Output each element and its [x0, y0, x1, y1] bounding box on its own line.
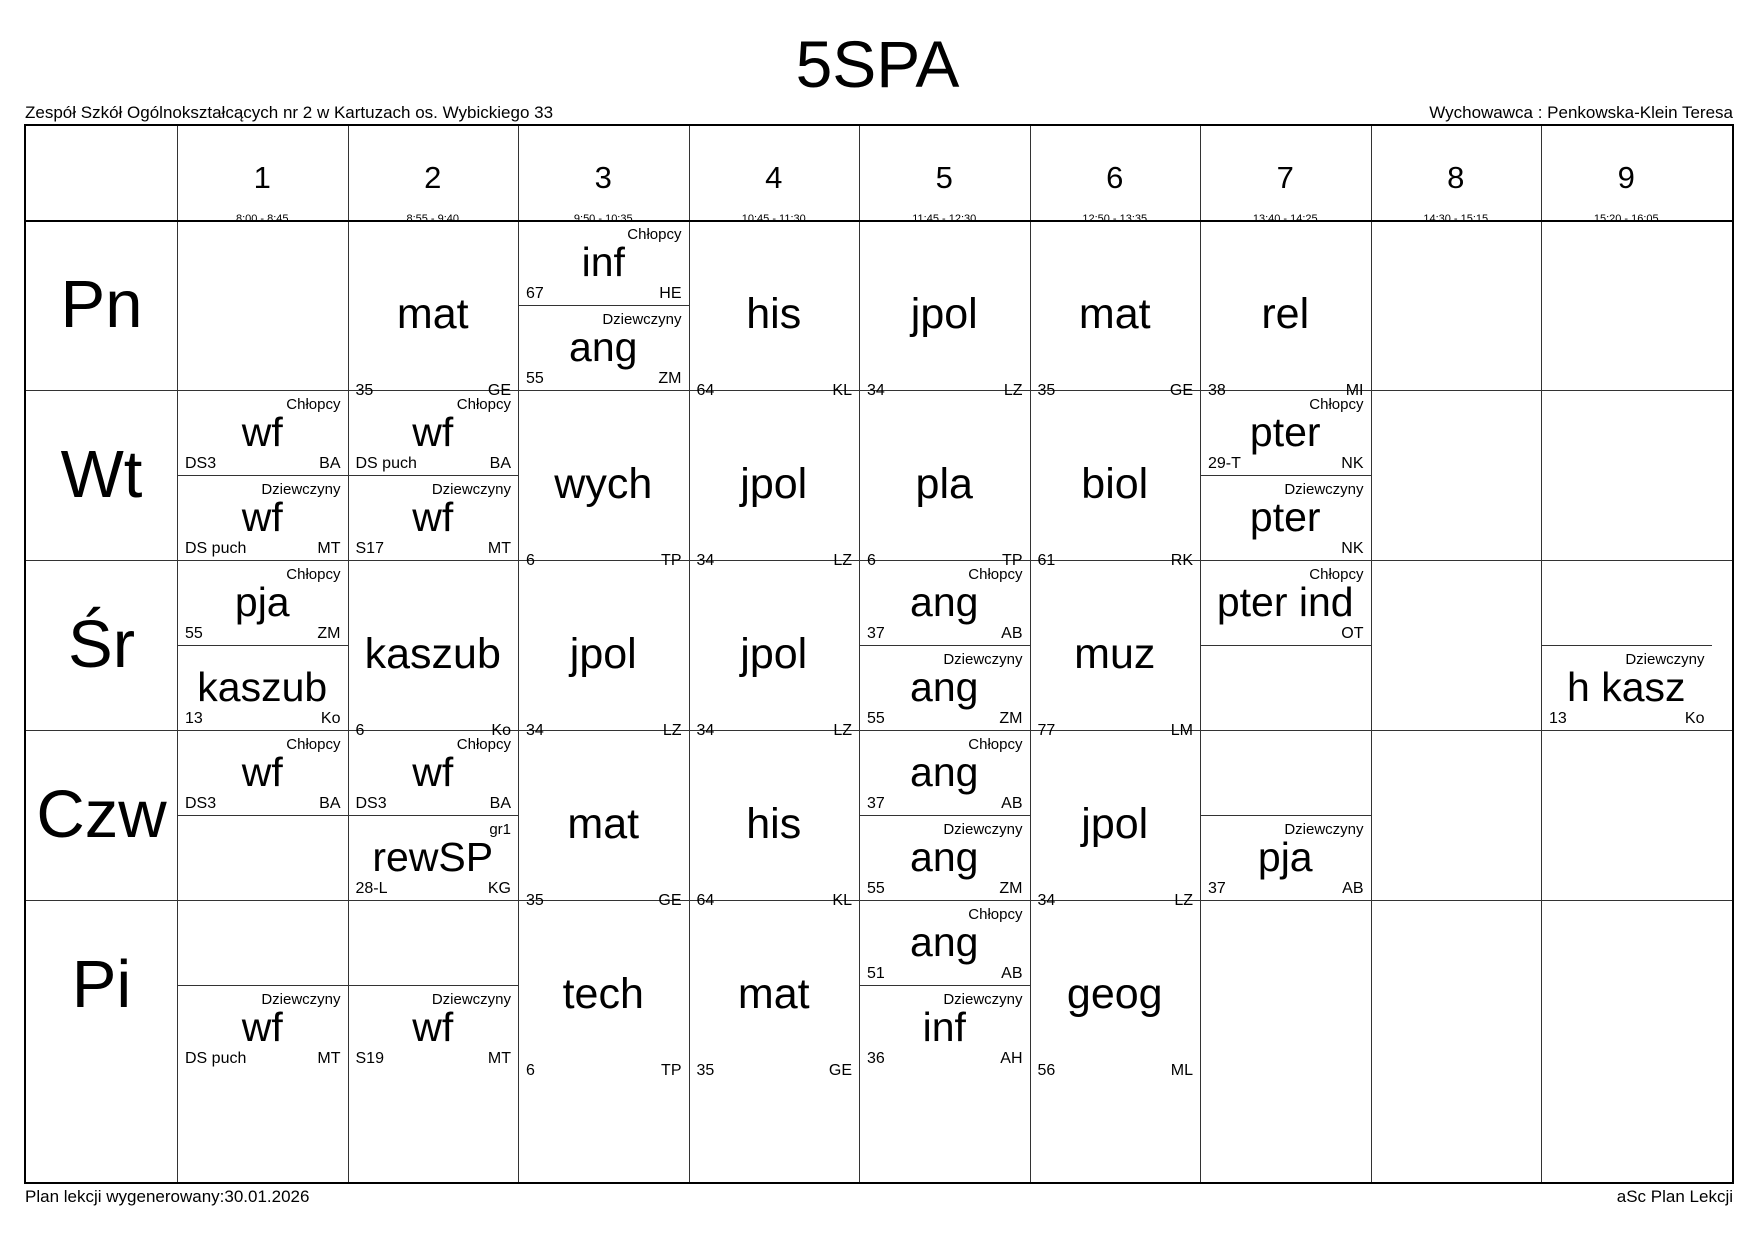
lesson-group: Chłopcy [286, 736, 341, 753]
lesson-subject: mat [737, 970, 810, 1018]
lesson-subject: geog [1066, 970, 1163, 1018]
lesson-teacher: KL [832, 892, 852, 909]
lesson-cell[interactable] [859, 220, 1030, 399]
lesson-teacher: ZM [999, 710, 1023, 727]
lesson-cell[interactable] [348, 815, 519, 900]
lesson-subject: ang [910, 749, 979, 795]
lesson-subject: jpol [910, 290, 978, 338]
lesson-subject: kaszub [197, 664, 328, 710]
lesson-cell[interactable] [348, 220, 519, 399]
lesson-subject: wf [241, 749, 283, 795]
lesson-subject: tech [562, 970, 644, 1018]
lesson-subject: wf [241, 1004, 283, 1050]
class-title: 5SPA [795, 27, 960, 101]
lesson-room: S19 [355, 1050, 384, 1067]
period-time: 8:55 - 9:40 [406, 213, 460, 225]
timetable-grid [24, 124, 1734, 1184]
lesson-cell[interactable] [859, 390, 1030, 569]
lesson-cell[interactable] [518, 220, 689, 305]
lesson-room: DS puch [355, 455, 417, 472]
period-number: 2 [424, 160, 442, 195]
lesson-subject: pja [234, 579, 290, 625]
period-header-9 [1541, 126, 1712, 225]
lesson-cell[interactable] [1200, 560, 1371, 645]
lesson-subject: wf [241, 494, 283, 540]
lesson-cell[interactable] [1541, 645, 1712, 730]
lesson-cell[interactable] [1200, 220, 1371, 399]
lesson-subject: pter [1249, 494, 1321, 540]
lesson-teacher: GE [1169, 382, 1193, 399]
lesson-teacher: MT [317, 540, 341, 557]
period-header-1 [177, 126, 348, 225]
lesson-cell[interactable] [1200, 815, 1371, 900]
lesson-cell[interactable] [177, 730, 348, 815]
lesson-cell[interactable] [689, 560, 860, 739]
lesson-subject: h kasz [1567, 664, 1686, 710]
lesson-room: DS puch [185, 1050, 247, 1067]
lesson-cell[interactable] [1030, 390, 1201, 569]
lesson-teacher: RK [1170, 552, 1193, 569]
lesson-group: Chłopcy [456, 396, 511, 413]
period-header-6 [1030, 126, 1201, 225]
lesson-teacher: AB [1342, 880, 1364, 897]
lesson-cell[interactable] [518, 730, 689, 909]
lesson-subject: wf [241, 409, 283, 455]
lesson-room: 28-L [355, 880, 388, 897]
lesson-teacher: TP [661, 1062, 682, 1079]
lesson-room: 36 [867, 1050, 885, 1067]
lesson-room: 67 [526, 285, 544, 302]
lesson-cell[interactable] [689, 390, 860, 569]
lesson-cell[interactable] [1030, 220, 1201, 399]
lesson-room: DS3 [185, 795, 217, 812]
lesson-group: Dziewczyny [261, 991, 341, 1008]
lesson-room: 34 [526, 722, 544, 739]
lesson-cell[interactable] [518, 305, 689, 390]
lesson-group: Chłopcy [286, 396, 341, 413]
lesson-teacher: BA [319, 455, 341, 472]
period-number: 3 [594, 160, 612, 195]
lesson-subject: jpol [740, 630, 808, 678]
lesson-teacher: LZ [662, 722, 682, 739]
lesson-subject: pja [1257, 834, 1313, 880]
lesson-cell[interactable] [689, 730, 860, 909]
lesson-room: 56 [1037, 1062, 1056, 1079]
lesson-teacher: ZM [999, 880, 1023, 897]
lesson-cell[interactable] [1030, 560, 1201, 739]
lesson-cell[interactable] [348, 560, 519, 739]
lesson-cell[interactable] [859, 645, 1030, 730]
lesson-room: 35 [355, 382, 374, 399]
lesson-teacher: LM [1170, 722, 1193, 739]
lesson-teacher: AB [1001, 795, 1023, 812]
homeroom-teacher: Wychowawca : Penkowska-Klein Teresa [1429, 103, 1733, 122]
school-name: Zespół Szkół Ogólnokształcących nr 2 w Kartuzach os. Wybickiego 33 [25, 103, 554, 122]
lesson-subject: pter ind [1216, 579, 1354, 625]
lesson-subject: ang [910, 664, 979, 710]
lesson-teacher: MT [317, 1050, 341, 1067]
lesson-cell[interactable] [1030, 900, 1201, 1079]
lesson-group: Dziewczyny [1284, 481, 1364, 498]
lesson-room: DS puch [185, 540, 247, 557]
day-label: Czw [36, 777, 167, 852]
lesson-subject: wf [412, 494, 454, 540]
period-number: 9 [1617, 160, 1635, 195]
lesson-room: 6 [355, 722, 365, 739]
lesson-group: Dziewczyny [431, 481, 511, 498]
lesson-teacher: BA [489, 455, 511, 472]
lesson-cell[interactable] [177, 560, 348, 645]
lesson-group: Dziewczyny [261, 481, 341, 498]
lesson-cell[interactable] [348, 390, 519, 475]
lesson-subject: mat [1078, 290, 1151, 338]
lesson-cell[interactable] [177, 475, 348, 560]
lesson-subject: mat [396, 290, 469, 338]
lesson-group: Chłopcy [1309, 396, 1364, 413]
lesson-teacher: LZ [1003, 382, 1023, 399]
lesson-subject: pla [915, 460, 973, 508]
lesson-cell[interactable] [518, 900, 689, 1079]
lesson-teacher: ML [1170, 1062, 1193, 1079]
lesson-subject: biol [1081, 460, 1149, 508]
day-label: Pi [71, 947, 132, 1022]
lesson-subject: wych [554, 460, 653, 508]
lesson-room: 35 [1037, 382, 1056, 399]
lesson-room: 55 [185, 625, 203, 642]
lesson-teacher: KG [487, 880, 511, 897]
lesson-group: Chłopcy [968, 736, 1023, 753]
generated-date: Plan lekcji wygenerowany:30.01.2026 [25, 1187, 310, 1206]
period-number: 4 [765, 160, 783, 195]
lesson-teacher: LZ [1174, 892, 1193, 909]
lesson-cell[interactable] [177, 645, 348, 730]
lesson-cell[interactable] [859, 985, 1030, 1070]
lesson-teacher: LZ [833, 722, 852, 739]
lesson-group: Dziewczyny [943, 991, 1023, 1008]
lesson-room: 29-T [1208, 455, 1241, 472]
lesson-teacher: NK [1341, 455, 1364, 472]
lesson-group: Chłopcy [456, 736, 511, 753]
lesson-room: 51 [867, 965, 885, 982]
lesson-room: 35 [526, 892, 544, 909]
day-label: Pn [60, 267, 143, 342]
lesson-group: Dziewczyny [602, 311, 682, 328]
lesson-subject: jpol [1081, 800, 1149, 848]
lesson-teacher: BA [319, 795, 341, 812]
lesson-room: 55 [867, 880, 885, 897]
split-line [177, 815, 348, 816]
lesson-cell[interactable] [859, 900, 1030, 985]
lesson-room: S17 [355, 540, 384, 557]
lesson-room: 13 [185, 710, 203, 727]
lesson-room: 38 [1208, 382, 1226, 399]
lesson-subject: wf [412, 1004, 454, 1050]
period-header-7 [1200, 126, 1371, 225]
lesson-subject: ang [569, 324, 638, 370]
period-number: 1 [253, 160, 271, 195]
lesson-teacher: TP [661, 552, 682, 569]
lesson-group: Dziewczyny [1625, 651, 1705, 668]
lesson-room: 34 [867, 382, 885, 399]
period-number: 5 [935, 160, 953, 195]
lesson-subject: inf [581, 239, 625, 285]
lesson-room: 13 [1549, 710, 1567, 727]
lesson-teacher: OT [1341, 625, 1364, 642]
lesson-cell[interactable] [689, 900, 860, 1079]
software-brand: aSc Plan Lekcji [1616, 1187, 1733, 1206]
period-time: 9:50 - 10:35 [573, 213, 633, 225]
lesson-subject: inf [922, 1004, 966, 1050]
lesson-subject: wf [412, 749, 454, 795]
lesson-subject: rel [1261, 290, 1310, 338]
lesson-room: 37 [867, 795, 885, 812]
period-header-4 [689, 126, 860, 225]
lesson-subject: his [746, 290, 802, 338]
period-number: 6 [1106, 160, 1124, 195]
day-label: Śr [68, 607, 135, 682]
lesson-cell[interactable] [689, 220, 860, 399]
period-header-8 [1371, 126, 1542, 225]
lesson-group: Dziewczyny [1284, 821, 1364, 838]
lesson-cell[interactable] [177, 985, 348, 1070]
lesson-room: 64 [696, 892, 715, 909]
period-header-5 [859, 126, 1030, 225]
period-number: 8 [1447, 160, 1465, 195]
lesson-teacher: GE [828, 1062, 852, 1079]
lesson-room: DS3 [185, 455, 217, 472]
lesson-teacher: MT [487, 540, 511, 557]
lesson-room: 34 [1037, 892, 1056, 909]
lesson-cell[interactable] [348, 730, 519, 815]
lesson-teacher: AH [1000, 1050, 1023, 1067]
lesson-cell[interactable] [859, 560, 1030, 645]
lesson-subject: kaszub [364, 630, 501, 678]
lesson-teacher: NK [1341, 540, 1364, 557]
lesson-teacher: MI [1345, 382, 1364, 399]
lesson-room: 55 [526, 370, 544, 387]
period-header-2 [348, 126, 519, 225]
lesson-cell[interactable] [348, 475, 519, 560]
lesson-subject: jpol [569, 630, 637, 678]
lesson-cell[interactable] [177, 390, 348, 475]
lesson-cell[interactable] [859, 815, 1030, 900]
lesson-group: Chłopcy [627, 226, 682, 243]
lesson-subject: wf [412, 409, 454, 455]
lesson-cell[interactable] [518, 560, 689, 739]
lesson-subject: mat [567, 800, 640, 848]
period-time: 13:40 - 14:25 [1252, 213, 1318, 225]
lesson-room: 64 [696, 382, 715, 399]
lesson-cell[interactable] [1200, 390, 1371, 475]
lesson-group: gr1 [489, 821, 511, 838]
period-time: 10:45 - 11:30 [741, 213, 806, 225]
lesson-teacher: MT [487, 1050, 511, 1067]
lesson-subject: ang [910, 919, 979, 965]
lesson-room: 55 [867, 710, 885, 727]
lesson-group: Dziewczyny [943, 821, 1023, 838]
lesson-room: 37 [1208, 880, 1226, 897]
lesson-teacher: GE [487, 382, 511, 399]
lesson-room: 6 [526, 1062, 535, 1079]
lesson-subject: ang [910, 834, 979, 880]
lesson-subject: rewSP [372, 834, 494, 880]
lesson-cell[interactable] [859, 730, 1030, 815]
lesson-room: DS3 [355, 795, 387, 812]
period-time: 12:50 - 13:35 [1082, 213, 1148, 225]
lesson-group: Dziewczyny [943, 651, 1023, 668]
period-number: 7 [1276, 160, 1294, 195]
lesson-cell[interactable] [348, 985, 519, 1070]
lesson-teacher: HE [659, 285, 682, 302]
lesson-group: Chłopcy [286, 566, 341, 583]
lesson-teacher: ZM [317, 625, 341, 642]
grid-column-line [1371, 126, 1372, 1182]
lesson-teacher: TP [1002, 552, 1023, 569]
lesson-teacher: AB [1001, 625, 1023, 642]
lesson-room: 77 [1037, 722, 1056, 739]
lesson-cell[interactable] [1200, 475, 1371, 560]
lesson-subject: his [746, 800, 802, 848]
lesson-cell[interactable] [1030, 730, 1201, 909]
lesson-teacher: GE [658, 892, 682, 909]
lesson-group: Dziewczyny [431, 991, 511, 1008]
period-time: 8:00 - 8:45 [235, 213, 289, 225]
lesson-teacher: LZ [833, 552, 852, 569]
period-time: 11:45 - 12:30 [912, 213, 977, 225]
lesson-room: 37 [867, 625, 885, 642]
lesson-room: 6 [526, 552, 535, 569]
lesson-room: 61 [1037, 552, 1056, 569]
lesson-subject: muz [1074, 630, 1156, 678]
lesson-cell[interactable] [518, 390, 689, 569]
lesson-room: 6 [867, 552, 876, 569]
lesson-teacher: BA [489, 795, 511, 812]
lesson-group: Chłopcy [968, 906, 1023, 923]
lesson-room: 35 [696, 1062, 715, 1079]
period-time: 14:30 - 15:15 [1423, 213, 1489, 225]
period-time: 15:20 - 16:05 [1593, 213, 1659, 225]
lesson-group: Chłopcy [968, 566, 1023, 583]
lesson-subject: jpol [740, 460, 808, 508]
day-label: Wt [60, 437, 143, 512]
lesson-subject: pter [1249, 409, 1321, 455]
lesson-teacher: AB [1001, 965, 1023, 982]
period-header-3 [518, 126, 689, 225]
split-line [1200, 645, 1371, 646]
lesson-teacher: Ko [1684, 710, 1705, 727]
lesson-teacher: KL [832, 382, 852, 399]
lesson-teacher: Ko [320, 710, 341, 727]
lesson-subject: ang [910, 579, 979, 625]
lesson-teacher: Ko [491, 722, 511, 739]
lesson-room: 34 [696, 722, 715, 739]
lesson-teacher: ZM [658, 370, 682, 387]
lesson-room: 34 [696, 552, 715, 569]
lesson-group: Chłopcy [1309, 566, 1364, 583]
